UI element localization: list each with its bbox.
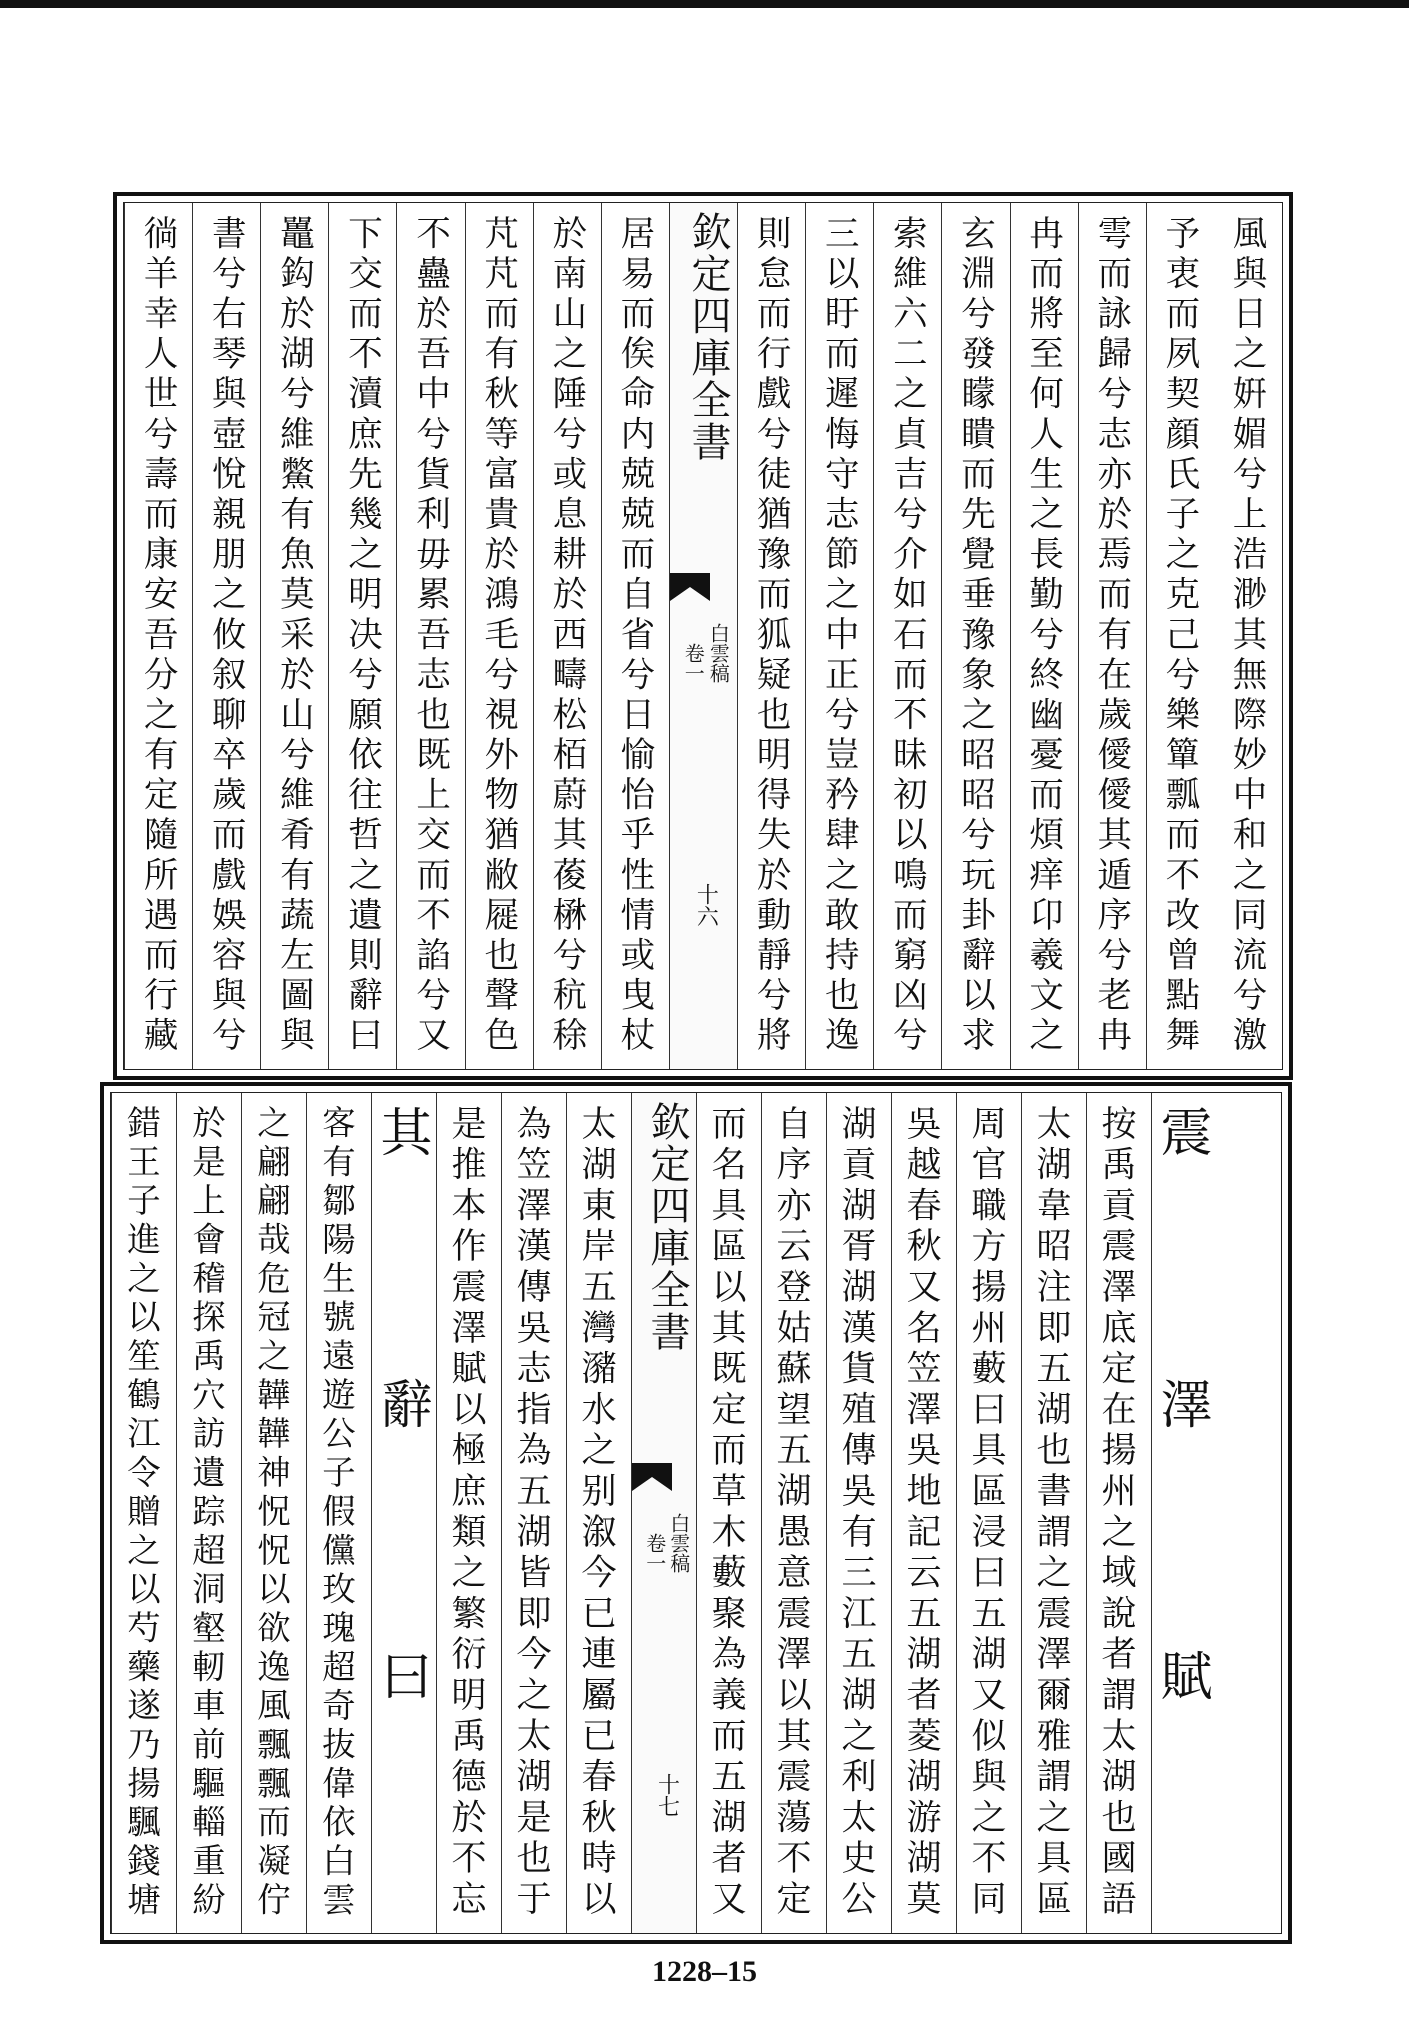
text-column	[176, 1093, 241, 1933]
volume-label: 卷一	[642, 1533, 667, 1573]
text-column	[956, 1093, 1021, 1933]
text-column	[1021, 1093, 1086, 1933]
column-text: 之翩翩哉危冠之韡韡神怳怳以欲逸風飄飄而凝佇	[252, 1105, 291, 1921]
text-column	[891, 1093, 956, 1933]
column-text: 玄淵兮發矇瞶而先覺垂豫象之昭昭兮玩卦辭以求	[954, 215, 995, 1057]
text-column	[1086, 1093, 1151, 1933]
column-text: 其辭曰	[371, 1105, 431, 1921]
column-text: 自序亦云登姑蘇望五湖愚意震澤以其震蕩不定	[771, 1105, 812, 1921]
page-number: 1228–15	[652, 1955, 757, 1988]
text-column	[533, 203, 601, 1069]
column-text: 芃芃而有秋等富貴於鴻毛兮視外物猶敝屣也聲色	[477, 215, 518, 1057]
collection-name: 白雲稿	[706, 623, 731, 683]
text-column	[192, 203, 260, 1069]
text-column	[1214, 203, 1282, 1069]
text-column	[396, 203, 464, 1069]
text-column	[826, 1093, 891, 1933]
lower-panel-frame	[110, 1092, 1282, 1934]
column-text: 錯王子進之以笙鶴江令贈之以芍藥遂乃揚颿錢塘	[122, 1105, 161, 1921]
column-text: 徜羊幸人世兮壽而康安吾分之有定隨所遇而行藏	[137, 215, 178, 1057]
center-fold-column	[669, 203, 737, 1069]
text-column	[941, 203, 1009, 1069]
text-column	[241, 1093, 306, 1933]
column-text: 太湖韋昭注即五湖也書謂之震澤爾雅謂之具區	[1031, 1105, 1072, 1921]
text-column	[124, 203, 192, 1069]
text-column	[260, 203, 328, 1069]
text-column	[873, 203, 941, 1069]
text-column	[566, 1093, 631, 1933]
top-border	[0, 0, 1409, 8]
text-column	[465, 203, 533, 1069]
text-column	[601, 203, 669, 1069]
column-text: 予衷而夙契顔氏子之克己兮樂簞瓢而不改曾點舞	[1158, 215, 1199, 1057]
column-text: 是推本作震澤賦以極庶類之繁衍明禹德於不忘	[446, 1105, 487, 1921]
text-column	[737, 203, 805, 1069]
collection-name: 白雲稿	[666, 1513, 691, 1573]
column-text: 三以盱而遲悔守志節之中正兮豈矜肆之敢持也逸	[818, 215, 859, 1057]
column-text: 雩而詠歸兮志亦於焉而有在歲僾僾其遁序兮老冉	[1090, 215, 1131, 1057]
column-text: 則怠而行戲兮徒猶豫而狐疑也明得失於動靜兮將	[750, 215, 791, 1057]
leaf-number: 十七	[654, 1773, 680, 1817]
column-text: 客有鄒陽生號遠遊公子假儻玫瑰超奇抜偉依白雲	[317, 1105, 356, 1921]
column-text: 鼉鈎於湖兮維鱉有魚莫采於山兮維肴有蔬左圖與	[273, 215, 314, 1057]
column-text: 周官職方揚州藪曰具區浸曰五湖又似與之不同	[966, 1105, 1007, 1921]
column-text: 書兮右琴與壺悅親朋之攸叙聊卒歲而戲娛容與兮	[205, 215, 246, 1057]
lower-text-panel	[100, 1082, 1292, 1944]
upper-text-panel	[113, 192, 1293, 1080]
column-text: 震澤賦	[1151, 1105, 1211, 1921]
column-text: 風與日之姸媚兮上浩渺其無際妙中和之同流兮激	[1225, 215, 1266, 1057]
column-text: 為笠澤漢傳吳志指為五湖皆即今之太湖是也于	[511, 1105, 552, 1921]
column-text: 按禹貢震澤底定在揚州之域說者謂太湖也國語	[1096, 1105, 1137, 1921]
column-text: 不蠱於吾中兮貨利毋累吾志也既上交而不諂兮又	[409, 215, 450, 1057]
column-text: 居易而俟命内兢兢而自省兮日愉怡乎性情或曳杖	[613, 215, 654, 1057]
text-column	[436, 1093, 501, 1933]
book-title: 欽定四庫全書	[685, 211, 732, 463]
column-text: 下交而不瀆庶先幾之明决兮願依往哲之遺則辭曰	[341, 215, 382, 1057]
text-column	[1151, 1093, 1216, 1933]
fish-tail-ornament-icon	[670, 573, 710, 603]
upper-panel-frame	[123, 202, 1283, 1070]
column-text: 索維六二之貞吉兮介如石而不昧初以鳴而窮凶兮	[886, 215, 927, 1057]
column-text: 太湖東岸五灣瀦水之别溆今已連屬已春秋時以	[576, 1105, 617, 1921]
leaf-number: 十六	[693, 883, 719, 927]
column-text: 而名具區以其既定而草木藪聚為義而五湖者又	[706, 1105, 747, 1921]
column-text: 湖貢湖胥湖漢貨殖傳吳有三江五湖之利太史公	[836, 1105, 877, 1921]
text-column	[1146, 203, 1214, 1069]
text-column	[306, 1093, 371, 1933]
book-title: 欽定四庫全書	[644, 1101, 690, 1353]
column-text: 於南山之陲兮或息耕於西疇松栢蔚其葰楙兮秔稌	[545, 215, 586, 1057]
text-column	[696, 1093, 761, 1933]
text-column	[1216, 1093, 1281, 1933]
text-column	[761, 1093, 826, 1933]
column-text: 吳越春秋又名笠澤吳地記云五湖者菱湖游湖莫	[901, 1105, 942, 1921]
text-column	[328, 203, 396, 1069]
volume-label: 卷一	[681, 643, 706, 683]
column-text: 冉而將至何人生之長勤兮終幽憂而煩痒卬羲文之	[1022, 215, 1063, 1057]
text-column	[111, 1093, 176, 1933]
center-fold-column	[631, 1093, 696, 1933]
text-column	[1010, 203, 1078, 1069]
text-column	[371, 1093, 436, 1933]
fish-tail-ornament-icon	[632, 1463, 672, 1493]
text-column	[501, 1093, 566, 1933]
column-text: 於是上會稽探禹穴訪遺踪超洞壑軔車前驅輜重紛	[187, 1105, 226, 1921]
text-column	[805, 203, 873, 1069]
text-column	[1078, 203, 1146, 1069]
